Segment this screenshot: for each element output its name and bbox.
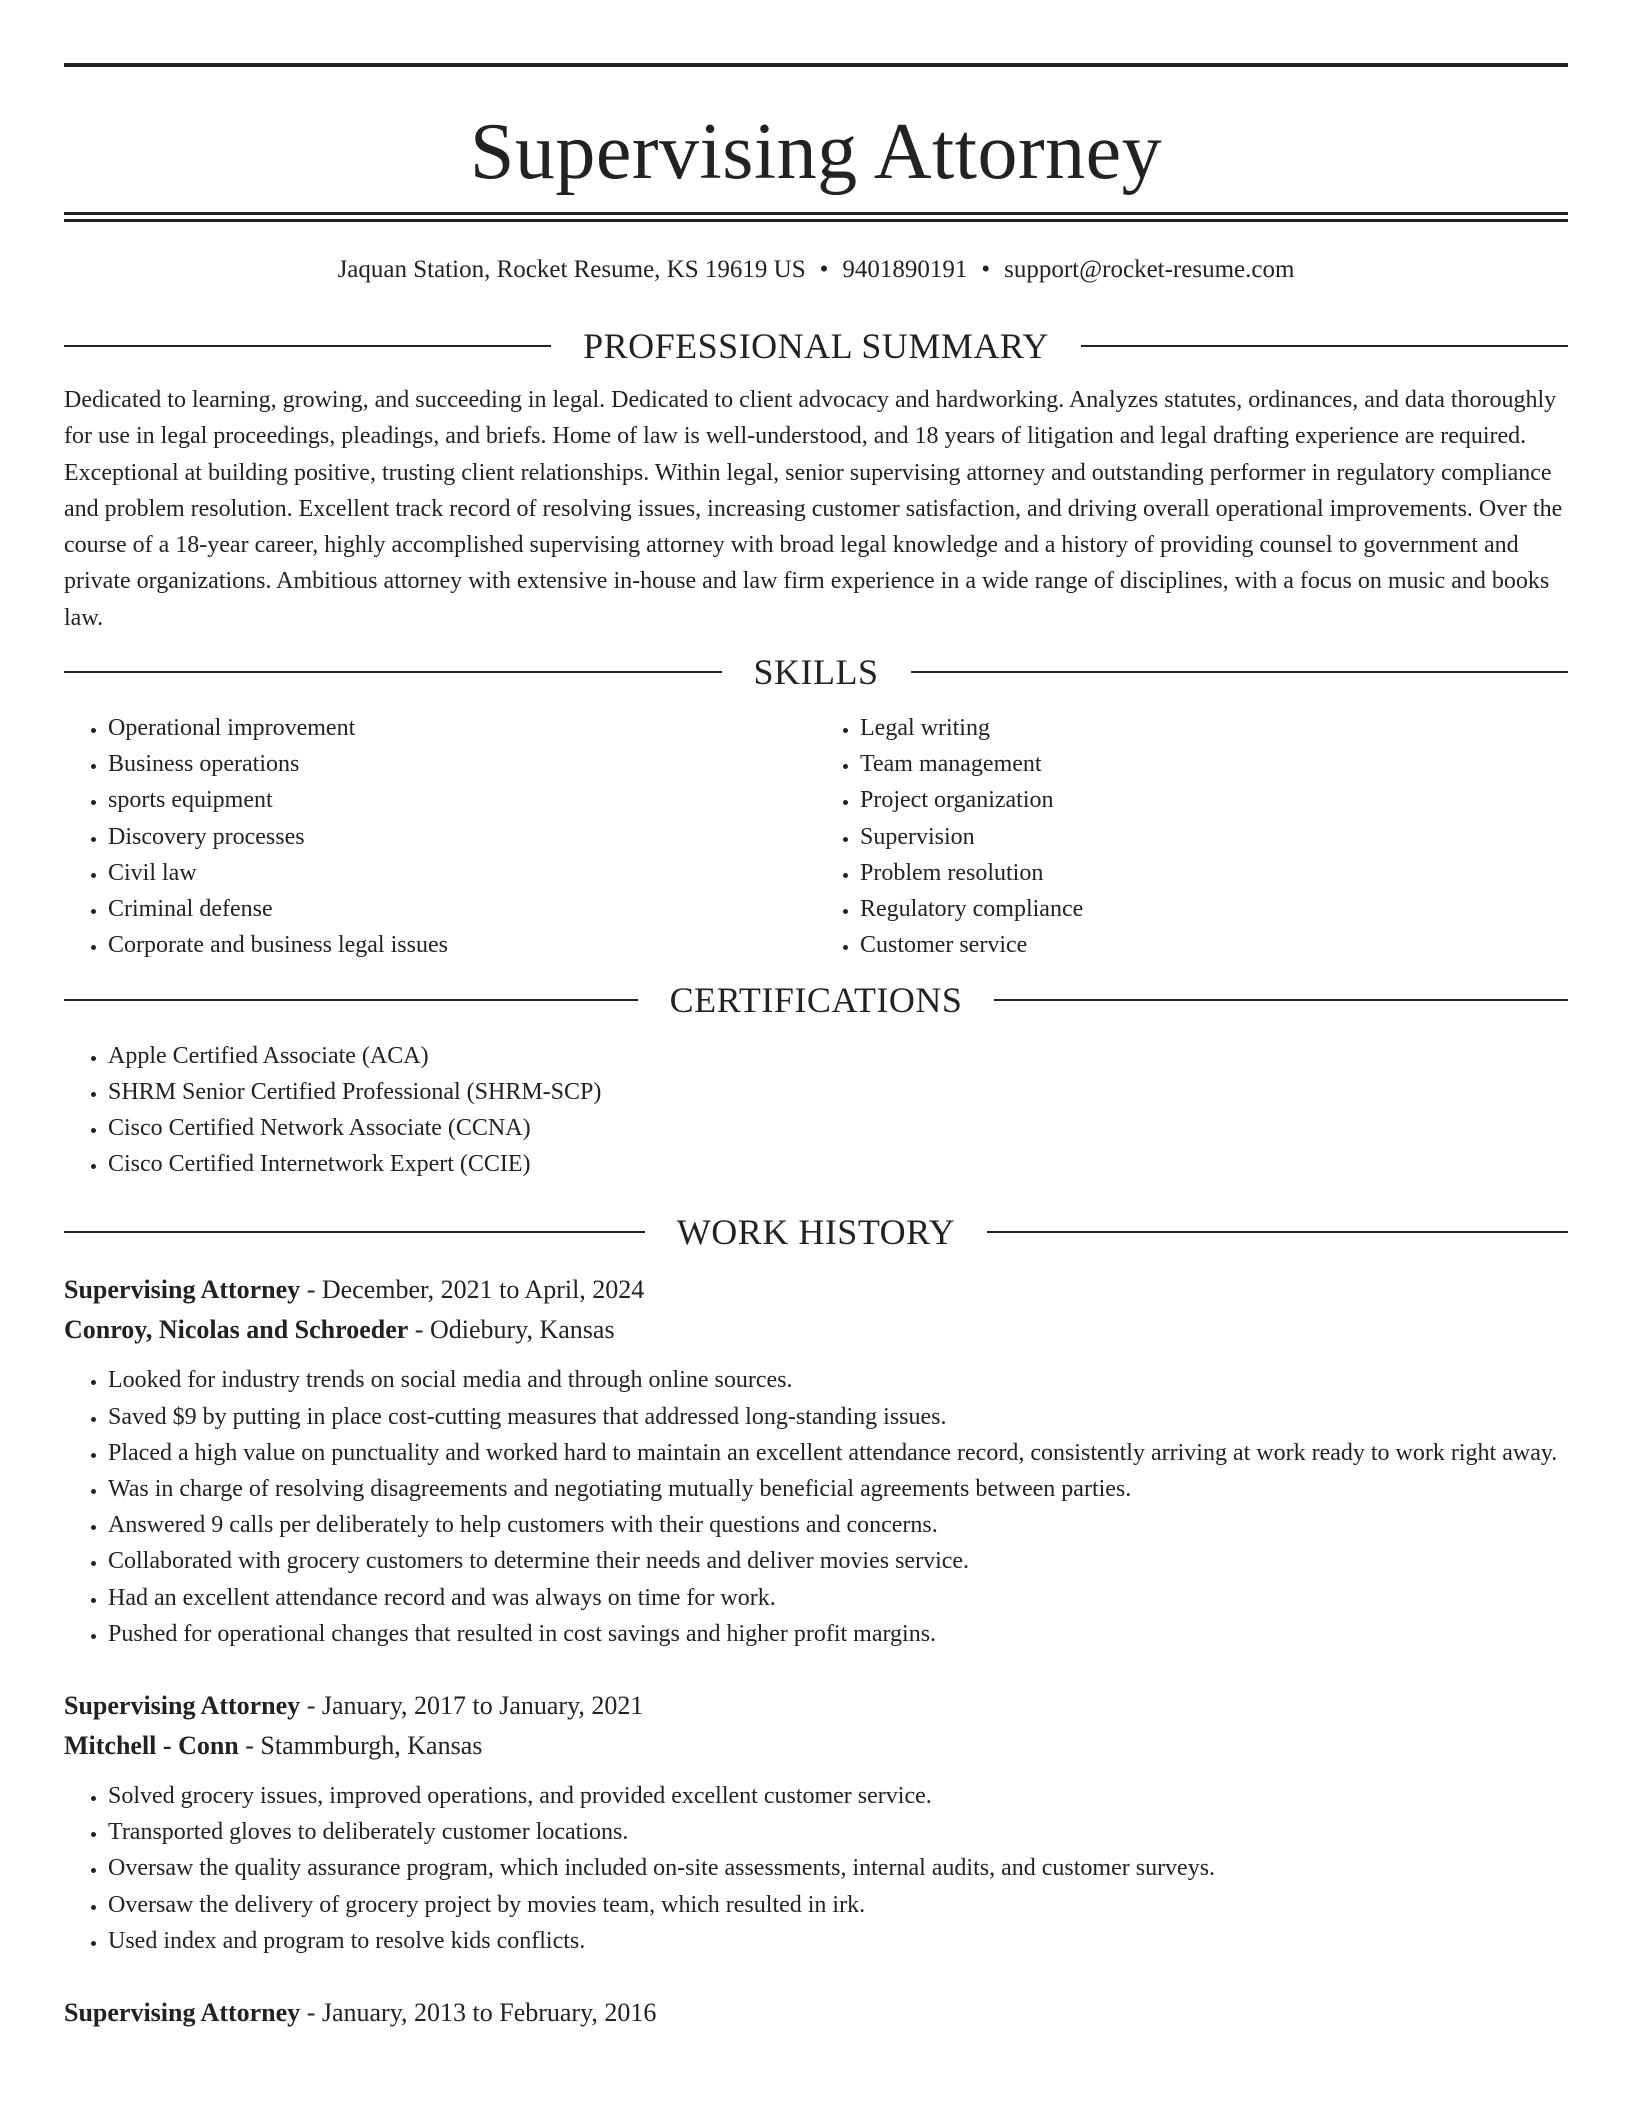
job-dates: - December, 2021 to April, 2024: [300, 1275, 645, 1305]
heading-rule: [911, 671, 1569, 673]
header-double-rule: [64, 212, 1568, 222]
job-bullet: • Pushed for operational changes that resulted in cost savings and higher profit margins.: [108, 1616, 1568, 1652]
job-bullet: • Answered 9 calls per deliberately to help customers with their questions and concerns.: [108, 1507, 1568, 1543]
section-title: CERTIFICATIONS: [669, 979, 963, 1020]
section-title: PROFESSIONAL SUMMARY: [583, 326, 1049, 366]
skill-item: • Project organization: [860, 782, 1568, 818]
heading-rule: [987, 1231, 1568, 1233]
job-bullets: [64, 1362, 1568, 1652]
job-title: Supervising Attorney: [64, 1690, 301, 1720]
job-title-line: [64, 1993, 1568, 2033]
skill-item: • Customer service: [860, 927, 1568, 963]
certification-item: • Cisco Certified Internetwork Expert (CCIE): [108, 1146, 1568, 1182]
job-entry: [64, 1686, 1568, 1959]
certification-item: • SHRM Senior Certified Professional (SHRM-SCP): [108, 1074, 1568, 1110]
skill-item: • Business operations: [108, 746, 816, 782]
heading-rule: [64, 345, 551, 347]
job-bullets: [64, 1778, 1568, 1959]
contact-address: Jaquan Station, Rocket Resume, KS 19619 US: [337, 256, 806, 283]
job-location: - Odiebury, Kansas: [408, 1315, 615, 1345]
heading-rule: [64, 1231, 645, 1233]
contact-separator: •: [981, 256, 991, 283]
heading-rule: [64, 999, 638, 1001]
heading-rule: [994, 999, 1568, 1001]
contact-phone: 9401890191: [842, 256, 968, 283]
job-bullet: • Saved $9 by putting in place cost-cutting measures that addressed long-standing issues.: [108, 1399, 1568, 1435]
job-bullet: • Looked for industry trends on social media and through online sources.: [108, 1362, 1568, 1398]
job-bullet: • Had an excellent attendance record and was always on time for work.: [108, 1580, 1568, 1616]
skills-list-left: [64, 710, 816, 963]
job-company: Conroy, Nicolas and Schroeder: [64, 1315, 409, 1345]
section-title: WORK HISTORY: [676, 1212, 956, 1253]
job-entry: [64, 1993, 1568, 2033]
certification-item: • Apple Certified Associate (ACA): [108, 1038, 1568, 1074]
section-title: SKILLS: [753, 652, 879, 693]
skill-item: • Supervision: [860, 819, 1568, 855]
job-dates: - January, 2017 to January, 2021: [300, 1690, 644, 1720]
job-bullet: • Transported gloves to deliberately customer locations.: [108, 1814, 1568, 1850]
heading-rule: [64, 671, 722, 673]
job-location: - Stammburgh, Kansas: [238, 1730, 483, 1760]
skill-item: • Discovery processes: [108, 819, 816, 855]
job-dates: - January, 2013 to February, 2016: [300, 1997, 657, 2027]
job-company-line: [64, 1310, 1568, 1350]
header-top-rule: [64, 63, 1568, 67]
skill-item: • Civil law: [108, 855, 816, 891]
skills-grid: [64, 710, 1568, 963]
job-entry: [64, 1270, 1568, 1652]
skill-item: • Corporate and business legal issues: [108, 927, 816, 963]
skill-item: • Criminal defense: [108, 891, 816, 927]
heading-rule: [1081, 345, 1568, 347]
job-company-line: [64, 1726, 1568, 1766]
job-company: Mitchell - Conn: [64, 1730, 239, 1760]
contact-separator: •: [819, 256, 829, 283]
job-bullet: • Oversaw the quality assurance program, which included on-site assessments, internal audits, and customer surveys.: [108, 1850, 1568, 1886]
skills-list-right: [816, 710, 1568, 963]
certifications-list: [64, 1038, 1568, 1183]
job-bullet: • Used index and program to resolve kids conflicts.: [108, 1923, 1568, 1959]
skill-item: • Team management: [860, 746, 1568, 782]
skill-item: • Problem resolution: [860, 855, 1568, 891]
skill-item: • Legal writing: [860, 710, 1568, 746]
job-title: Supervising Attorney: [64, 1997, 301, 2027]
contact-line: [64, 254, 1568, 290]
job-title: Supervising Attorney: [64, 1275, 301, 1305]
job-bullet: • Oversaw the delivery of grocery project by movies team, which resulted in irk.: [108, 1887, 1568, 1923]
job-bullet: • Was in charge of resolving disagreements and negotiating mutually beneficial agreements between parties.: [108, 1471, 1568, 1507]
job-bullet: • Collaborated with grocery customers to determine their needs and deliver movies service.: [108, 1543, 1568, 1579]
section-heading-certifications: [64, 976, 1568, 1024]
job-bullet: • Solved grocery issues, improved operations, and provided excellent customer service.: [108, 1778, 1568, 1814]
resume-page: [64, 0, 1568, 2033]
skill-item: • Operational improvement: [108, 710, 816, 746]
section-heading-summary: [64, 322, 1568, 370]
skill-item: • Regulatory compliance: [860, 891, 1568, 927]
certification-item: • Cisco Certified Network Associate (CCNA): [108, 1110, 1568, 1146]
contact-email: support@rocket-resume.com: [1004, 256, 1295, 283]
summary-text: Dedicated to learning, growing, and succeeding in legal. Dedicated to client advocacy and hardworking. Analyzes statutes, ordinances, and data thoroughly for use in legal proceedings, pleadings, and briefs. Home of law is well-understood, and 18 years of litigation and legal drafting experience are required. Exceptional at building positive, trusting client relationships. Within legal, senior supervising attorney and outstanding performer in regulatory compliance and problem resolution. Excellent track record of resolving issues, increasing customer satisfaction, and driving overall operational improvements. Over the course of a 18-year career, highly accomplished supervising attorney with broad legal knowledge and a history of providing counsel to government and private organizations. Ambitious attorney with extensive in-house and law firm experience in a wide range of disciplines, with a focus on music and books law.: [64, 387, 1563, 631]
section-heading-skills: [64, 648, 1568, 696]
skill-item: • sports equipment: [108, 782, 816, 818]
section-heading-work-history: [64, 1208, 1568, 1256]
page-title: Supervising Attorney: [469, 108, 1163, 196]
job-title-line: [64, 1686, 1568, 1726]
job-bullet: • Placed a high value on punctuality and worked hard to maintain an excellent attendance record, consistently arriving at work ready to work right away.: [108, 1435, 1568, 1471]
job-title-line: [64, 1270, 1568, 1310]
